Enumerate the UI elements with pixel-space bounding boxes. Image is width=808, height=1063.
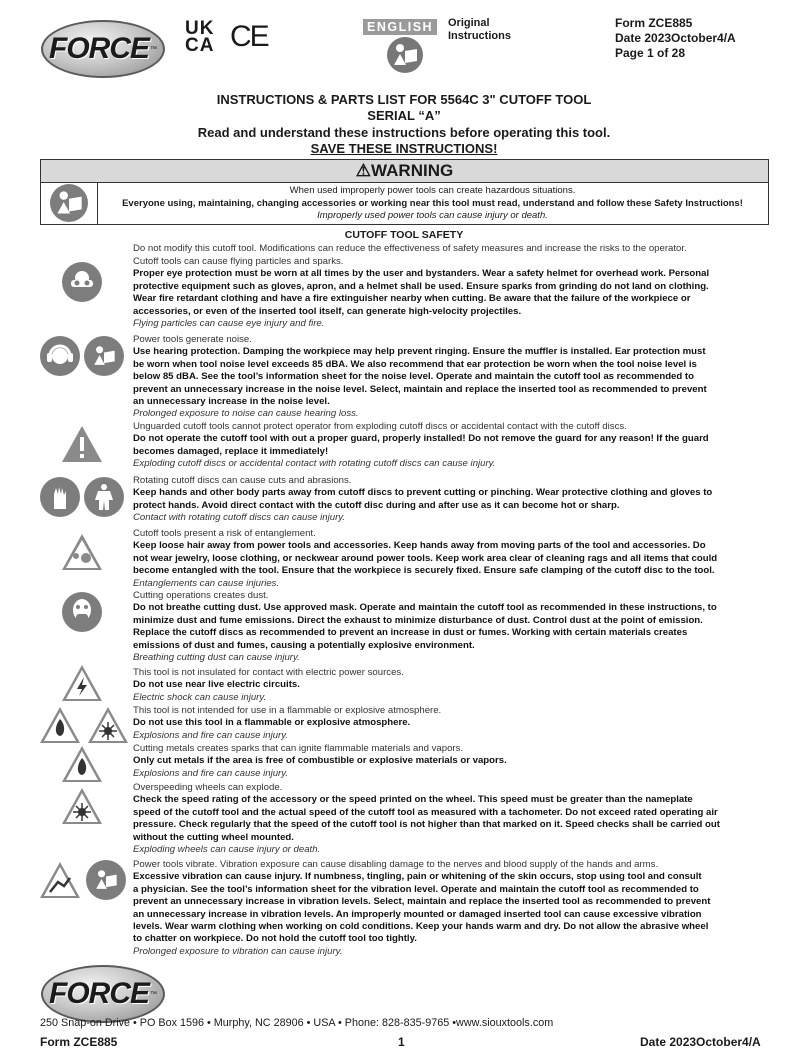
vibration-icons (38, 860, 126, 900)
read-instructions-note: Read and understand these instructions before operating this tool. (197, 125, 611, 140)
read-manual-icon (86, 860, 126, 900)
safety-line: an unnecessary increase in vibration levels. An improperly mounted or damaged inserted tool can cause excessive vibration (133, 908, 702, 920)
safety-line: Replace the cutoff discs as recommended to prevent an increase in dust or fumes. Working with certain materials creates (133, 627, 688, 639)
safety-line: Entanglements can cause injuries. (133, 577, 280, 589)
form-date: Date 2023October4/A (615, 31, 736, 45)
safety-block-dust (133, 590, 773, 664)
gloves-icon (40, 477, 80, 517)
electric-shock-icon (60, 663, 104, 703)
safety-line: Check the speed rating of the accessory or the speed printed on the wheel. This speed must be greater than the nameplate (133, 794, 693, 806)
safety-line: Do not breathe cutting dust. Use approved mask. Operate and maintain the cutoff tool as recommended in these instructions, to (133, 602, 717, 614)
safety-line: be worn when tool noise level exceeds 85 dBA. We also recommend that ear protection be worn when the tool noise level is (133, 358, 697, 370)
safety-line: Prolonged exposure to noise can cause hearing loss. (133, 408, 359, 420)
safety-line: Explosions and fire can cause injury. (133, 767, 289, 779)
safety-line: emissions of dust and fumes, causing a potentially explosive environment. (133, 639, 475, 651)
intro-text: Do not modify this cutoff tool. Modifications can reduce the effectiveness of safety measures and increase the risks to the operator. (133, 243, 687, 254)
safety-block-vibration (133, 859, 773, 958)
safety-line: Exploding cutoff discs or accidental contact with rotating cutoff discs can cause injury. (133, 458, 496, 470)
eye-protection-icons (62, 262, 102, 302)
logo-text: FORCE (49, 32, 149, 65)
hand-protection-icons (40, 477, 124, 517)
safety-line: This tool is not intended for use in a flammable or explosive atmosphere. (133, 705, 442, 716)
safety-block-guard (133, 421, 773, 471)
flammable-icons (38, 705, 130, 745)
form-info (615, 16, 736, 61)
explosive-icon (86, 705, 130, 745)
logo-text: FORCE (49, 977, 149, 1010)
save-instructions-note: SAVE THESE INSTRUCTIONS! (310, 141, 498, 156)
safety-line: Overspeeding wheels can explode. (133, 782, 283, 793)
safety-line: Only cut metals if the area is free of combustible or explosive materials or vapors. (133, 755, 507, 767)
original-instructions: Original Instructions (448, 17, 511, 42)
read-manual-icon (387, 37, 423, 73)
overspeed-icons (60, 786, 104, 826)
ukca-mark: UK CA (185, 18, 215, 56)
safety-line: Do not operate the cutoff tool with out a proper guard, properly installed! Do not remove the guard for any reason! If the guard (133, 433, 709, 445)
safety-block-noise (133, 334, 773, 421)
safety-block-overspeed (133, 782, 773, 856)
safety-block-entanglement (133, 528, 773, 590)
safety-line: not wear jewelry, loose clothing, or neckwear around power tools. Keep work area clear of cleaning rags and all items that could (133, 552, 718, 564)
ce-mark: CE (230, 20, 268, 53)
flammable-icon (60, 744, 104, 784)
safety-block-sparks (133, 743, 773, 780)
hearing-protection-icons (40, 336, 124, 376)
safety-line: Keep hands and other body parts away from cutoff discs to prevent cutting or pinching. Wear protective clothing and gloves to (133, 487, 713, 499)
footer-address: 250 Snap-on Drive • PO Box 1596 • Murphy, NC 28906 • USA • Phone: 828-835-9765 •www.siouxtools.com (40, 1017, 554, 1029)
safety-line: an unnecessary increase in the noise level. (133, 396, 330, 408)
warning-heading: ⚠WARNING (41, 160, 768, 183)
safety-line: a physician. See the tool’s information sheet for the vibration level. Operate and maintain the cutoff tool as recommended to (133, 883, 699, 895)
safety-line: minimize dust and fume emissions. Direct the exhaust to minimize disturbance of dust. Control dust at the point of emission. (133, 614, 703, 626)
flammable-icon (38, 705, 82, 745)
explosive-icon (60, 786, 104, 826)
respirator-icon (62, 592, 102, 632)
safety-line: prevent an unnecessary increase in vibration levels. Select, maintain and replace the inserted tool as recommended to prevent (133, 896, 711, 908)
goggles-icon (62, 262, 102, 302)
safety-block-cuts (133, 475, 773, 525)
electric-icons (60, 663, 104, 703)
safety-line: levels. Wear warm clothing when working on cold conditions. Keep your hands warm and dry. Do not allow the abrasive wheel (133, 921, 709, 933)
safety-line: below 85 dBA. See the tool’s information sheet for the noise level. Operate and maintain the cutoff tool as recommended to (133, 371, 694, 383)
safety-block-eye (133, 256, 773, 330)
safety-line: becomes damaged, replace it immediately! (133, 445, 329, 457)
warning-box (40, 159, 769, 225)
safety-line: Keep loose hair away from power tools and accessories. Keep hands away from moving parts of the tool and accessories. Do (133, 540, 706, 552)
document-title: INSTRUCTIONS & PARTS LIST FOR 5564C 3" CUTOFF TOOL (216, 92, 592, 107)
safety-line: without the cutting wheel mounted. (133, 831, 294, 843)
safety-line: Do not use this tool in a flammable or explosive atmosphere. (133, 717, 411, 729)
safety-line: Power tools generate noise. (133, 334, 252, 345)
page-count: Page 1 of 28 (615, 46, 686, 60)
entanglement-icons (60, 532, 104, 572)
footer-date: Date 2023October4/A (640, 1035, 761, 1049)
safety-line: Flying particles can cause eye injury and fire. (133, 318, 325, 330)
ear-protection-icon (40, 336, 80, 376)
safety-line: Cutting metals creates sparks that can ignite flammable materials and vapors. (133, 743, 464, 754)
safety-line: Power tools vibrate. Vibration exposure can cause disabling damage to the nerves and blood supply of the hands and arms. (133, 859, 659, 870)
safety-line: Rotating cutoff discs can cause cuts and abrasions. (133, 475, 352, 486)
safety-line: Cutting operations creates dust. (133, 590, 269, 601)
safety-line: Wear fire retardant clothing and have a fire extinguisher nearby when cutting. Be aware that the failure of the workpiece or (133, 293, 691, 305)
footer-form: Form ZCE885 (40, 1035, 118, 1049)
safety-line: protect hands. Avoid direct contact with the cutoff disc during and after use as it can become hot or sharp. (133, 499, 620, 511)
safety-line: to chatter on workpiece. Do not hold the cutoff tool too tightly. (133, 933, 417, 945)
safety-line: pressure. Check regularly that the speed of the cutoff tool is not higher than that marked on it. Speed checks shall be carried out (133, 819, 720, 831)
section-title: CUTOFF TOOL SAFETY (344, 229, 464, 241)
warning-text: When used improperly power tools can create hazardous situations. Everyone using, maintaining, changing accessories or working near this tool must read, understand and follow these Safety Instructions! Improperly used power tools can cause injury or death. (122, 185, 743, 221)
protective-clothing-icon (84, 477, 124, 517)
language-badge: ENGLISH (363, 19, 437, 35)
safety-line: Cutoff tools can cause flying particles and sparks. (133, 256, 344, 267)
safety-block-electric (133, 667, 773, 704)
read-manual-icon (84, 336, 124, 376)
safety-line: Exploding wheels can cause injury or death. (133, 844, 321, 856)
safety-line: Explosions and fire can cause injury. (133, 729, 289, 741)
safety-line: This tool is not insulated for contact with electric power sources. (133, 667, 404, 678)
form-number: Form ZCE885 (615, 16, 693, 30)
warning-triangle-icon (60, 424, 104, 464)
safety-line: become entangled with the tool. Ensure that the workpiece is securely fixed. Ensure safe clamping of the cutoff disc to the tool. (133, 565, 715, 577)
safety-block-flammable (133, 705, 773, 742)
read-manual-icon (41, 182, 98, 224)
safety-line: accessories, or even of the inserted tool itself, can generate high-velocity projectiles. (133, 305, 522, 317)
safety-line: protective equipment such as gloves, apron, and a helmet shall be used. Ensure sparks from grinding do not land on clothing. (133, 280, 709, 292)
safety-line: Prolonged exposure to vibration can cause injury. (133, 945, 343, 957)
guard-warning-icons (60, 424, 104, 464)
safety-line: speed of the cutoff tool and the actual speed of the cutoff tool as measured with a tachometer. Do not exceed rated operating air (133, 806, 718, 818)
spark-fire-icons (60, 744, 104, 784)
respiratory-icons (62, 592, 102, 632)
force-logo: FORCE ™ (41, 965, 165, 1023)
safety-line: prevent an unnecessary increase in the noise level. Select, maintain and replace the inserted tool as recommended to prevent (133, 383, 707, 395)
safety-line: Excessive vibration can cause injury. If numbness, tingling, pain or whitening of the skin occurs, stop using tool and consult (133, 871, 702, 883)
safety-line: Breathing cutting dust can cause injury. (133, 652, 300, 664)
safety-line: Electric shock can cause injury. (133, 691, 267, 703)
safety-line: Use hearing protection. Damping the workpiece may help prevent ringing. Ensure the muffler is installed. Ear protection must (133, 346, 706, 358)
entanglement-warning-icon (60, 532, 104, 572)
safety-line: Contact with rotating cutoff discs can cause injury. (133, 512, 346, 524)
safety-line: Do not use near live electric circuits. (133, 679, 300, 691)
vibration-warning-icon (38, 860, 82, 900)
force-logo: FORCE ™ (41, 20, 165, 78)
safety-line: Cutoff tools present a risk of entanglement. (133, 528, 316, 539)
safety-line: Unguarded cutoff tools cannot protect operator from exploding cutoff discs or accidental contact with the cutoff discs. (133, 421, 627, 432)
footer-page-number: 1 (398, 1035, 405, 1049)
document-serial: SERIAL “A” (367, 108, 441, 123)
safety-line: Proper eye protection must be worn at all times by the user and bystanders. Wear a safety helmet for overhead work. Personal (133, 268, 710, 280)
